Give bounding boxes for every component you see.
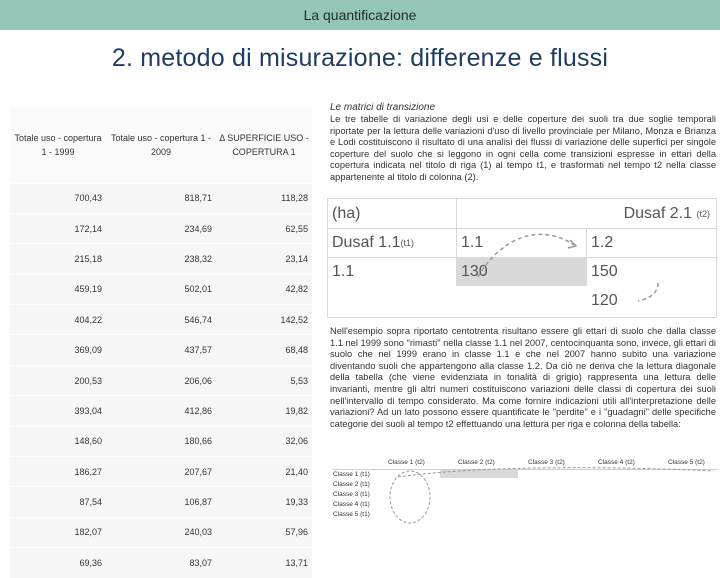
mini-row-label: Classe 3 (t1) <box>333 491 370 498</box>
table-row <box>10 213 312 243</box>
matrix-unit: (ha) <box>332 204 361 222</box>
value-delta: 21,40 <box>216 457 312 487</box>
value-2009: 180,66 <box>106 426 216 456</box>
mini-matrix <box>328 455 718 525</box>
mini-row-label: Classe 2 (t1) <box>333 481 370 488</box>
table-row <box>10 244 312 274</box>
value-1999: 215,18 <box>10 244 106 274</box>
header-bar <box>0 0 720 30</box>
right-panel <box>325 100 720 540</box>
value-delta: 42,82 <box>216 274 312 304</box>
value-2009: 546,74 <box>106 305 216 335</box>
mini-col-label: Classe 1 (t2) <box>388 459 425 466</box>
value-2009: 502,01 <box>106 274 216 304</box>
matrix-arrows <box>328 199 718 319</box>
mini-row-label: Classe 1 (t1) <box>333 471 370 478</box>
value-1999: 404,22 <box>10 305 106 335</box>
example-matrix <box>327 198 717 318</box>
mini-col-label: Classe 4 (t2) <box>598 459 635 466</box>
value-1999: 87,54 <box>10 487 106 517</box>
table-body <box>10 183 312 578</box>
value-2009: 818,71 <box>106 183 216 213</box>
header-title: La quantificazione <box>303 7 417 23</box>
value-delta: 57,96 <box>216 517 312 547</box>
matrix-heading: Le matrici di transizione <box>330 102 436 113</box>
value-delta: 5,53 <box>216 365 312 395</box>
table-row <box>10 426 312 456</box>
matrix-row-header: Dusaf 1.1 (t1) <box>332 233 414 251</box>
value-delta: 19,82 <box>216 396 312 426</box>
value-2009: 238,32 <box>106 244 216 274</box>
value-delta: 19,33 <box>216 487 312 517</box>
value-2009: 106,87 <box>106 487 216 517</box>
arrow-path <box>478 234 574 277</box>
value-1999: 200,53 <box>10 365 106 395</box>
mini-col-label: Classe 3 (t2) <box>528 459 565 466</box>
value-delta: 68,48 <box>216 335 312 365</box>
mini-row-label: Classe 4 (t1) <box>333 501 370 508</box>
value-2009: 234,69 <box>106 213 216 243</box>
mini-col-label: Classe 5 (t2) <box>668 459 705 466</box>
header-2009: Totale uso - copertura 1 - 2009 <box>106 107 216 183</box>
table-row <box>10 548 312 578</box>
matrix-col-a: 1.1 <box>461 233 484 251</box>
value-1999: 172,14 <box>10 213 106 243</box>
value-delta: 118,28 <box>216 183 312 213</box>
value-1999: 369,09 <box>10 335 106 365</box>
intro-paragraph: Le tre tabelle di variazione degli usi e delle coperture dei suoli tra due soglie temporali riportate per la lettura delle variazioni d'uso di livello provinciale per Milano, Monza e Brianza e Lodi costituiscono il risultato di una analisi dei flussi di variazione delle superfici per singole coperture del suolo che si leggono in ogni cella come transizioni espresse in ettari della copertura indicata nel titolo di riga (1) al tempo t1, e trasformati nel tempo t2 nella classe appartenente al titolo di colonna (2). <box>330 114 716 182</box>
value-2009: 207,67 <box>106 457 216 487</box>
table-row <box>10 274 312 304</box>
mini-col-label: Classe 2 (t2) <box>458 459 495 466</box>
mini-ellipse <box>390 471 430 523</box>
value-2009: 412,86 <box>106 396 216 426</box>
value-delta: 62,55 <box>216 213 312 243</box>
header-1999: Totale uso - copertura 1 - 1999 <box>10 107 106 183</box>
matrix-diagonal-value: 130 <box>457 257 586 286</box>
matrix-change-value: 150 <box>591 262 618 280</box>
table-header-row <box>10 107 312 183</box>
value-delta: 142,52 <box>216 305 312 335</box>
table-row <box>10 396 312 426</box>
value-1999: 148,60 <box>10 426 106 456</box>
matrix-total-value: 120 <box>591 291 618 309</box>
value-delta: 13,71 <box>216 548 312 578</box>
table-row <box>10 335 312 365</box>
mini-row-label: Classe 5 (t1) <box>333 511 370 518</box>
matrix-col-b: 1.2 <box>591 233 614 251</box>
mini-annotations <box>328 455 718 525</box>
table-row <box>10 517 312 547</box>
value-2009: 206,06 <box>106 365 216 395</box>
matrix-row-a: 1.1 <box>332 262 355 280</box>
table-row <box>10 183 312 213</box>
data-table <box>10 107 312 578</box>
value-1999: 182,07 <box>10 517 106 547</box>
mini-arrow-path <box>398 468 713 477</box>
table-row <box>10 457 312 487</box>
example-paragraph: Nell'esempio sopra riportato centotrenta risultano essere gli ettari di suolo che dalla classe 1.1 nel 1999 sono "rimasti" nella classe 1.1 nel 2007, centocinquanta sono, invece, gli ettari di suolo che nel 1999 erano in classe 1.1 e che nel 2007 hanno subito una variazione diventando suoli che appartengono alla classe 1.2. Da ciò ne deriva che la lettura diagonale della tabella (che viene evidenziata in tonalità di grigio) rappresenta una lettura delle invarianti, mentre gli altri numeri costituiscono variazioni delle classi di copertura dei suoli nell'intervallo di tempo considerato. Ma come fornire indicazioni utili all'interpretazione delle variazioni? Ad un lato possono essere quantificate le "perdite" e i "guadagni" delle specifiche categorie dei suoli al tempo t2 effettuando una lettura per riga e colonna della tabella: <box>330 326 716 429</box>
value-delta: 23,14 <box>216 244 312 274</box>
value-1999: 69,36 <box>10 548 106 578</box>
value-delta: 32,06 <box>216 426 312 456</box>
table-row <box>10 305 312 335</box>
value-2009: 240,03 <box>106 517 216 547</box>
matrix-row-header-sub: (t1) <box>400 237 414 248</box>
matrix-col-header-sub: (t2) <box>696 208 710 219</box>
value-1999: 393,04 <box>10 396 106 426</box>
value-2009: 437,57 <box>106 335 216 365</box>
matrix-col-header: Dusaf 2.1 (t2) <box>623 204 710 222</box>
value-2009: 83,07 <box>106 548 216 578</box>
value-1999: 459,19 <box>10 274 106 304</box>
value-1999: 186,27 <box>10 457 106 487</box>
value-1999: 700,43 <box>10 183 106 213</box>
arrow-path <box>638 283 658 301</box>
table-row <box>10 365 312 395</box>
slide-title: 2. metodo di misurazione: differenze e flussi <box>111 44 609 72</box>
table-row <box>10 487 312 517</box>
header-delta: Δ SUPERFICIE USO - COPERTURA 1 <box>216 107 312 183</box>
